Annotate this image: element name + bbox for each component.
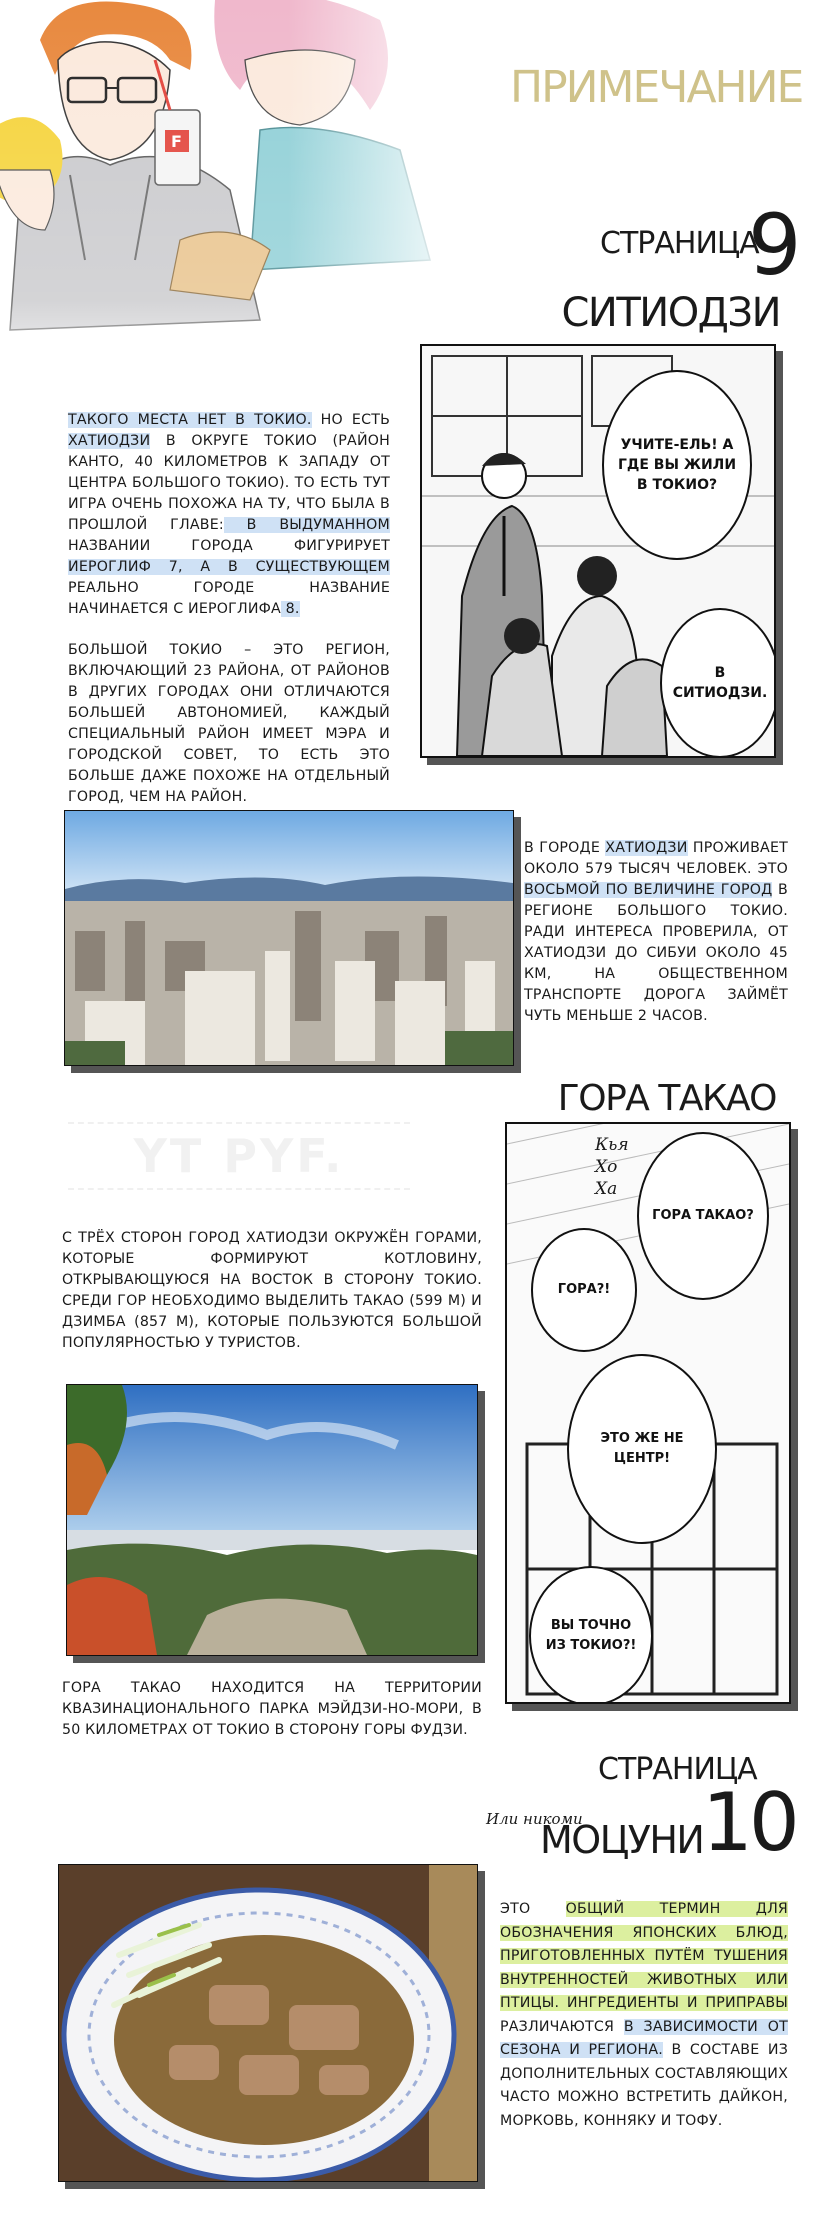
- highlighted-text: ИЕРОГЛИФ 7, А В СУЩЕСТВУЮЩЕМ: [68, 559, 390, 575]
- sound-effect: Кья Хо Ха: [595, 1135, 629, 1199]
- highlighted-text: ОБЩИЙ ТЕРМИН ДЛЯ ОБОЗНАЧЕНИЯ ЯПОНСКИХ БЛЮД, ПРИГОТОВЛЕННЫХ ПУТЁМ ТУШЕНИЯ ВНУТРЕННОСТЕЙ ЖИВОТНЫХ ИЛИ ПТИЦЫ. ИНГРЕДИЕНТЫ И ПРИПРАВЫ: [500, 1901, 788, 2011]
- text-run: ЭТО: [500, 1901, 566, 1917]
- manga-panel-sitiodzi: [420, 344, 776, 758]
- header-illustration: [0, 0, 480, 400]
- hachioji-city-photo: [64, 810, 514, 1066]
- manga-panel-takao: [505, 1122, 791, 1704]
- sitiodzi-paragraph-3: [524, 838, 788, 1027]
- text-run: РАЗЛИЧАЮТСЯ: [500, 2018, 624, 2035]
- highlighted-text: ТАКОГО МЕСТА НЕТ В ТОКИО.: [68, 412, 312, 428]
- page-10-number: 10: [702, 1776, 796, 1869]
- text-run: В РЕГИОНЕ БОЛЬШОГО ТОКИО. РАДИ ИНТЕРЕСА ПРОВЕРИЛА, ОТ ХАТИОДЗИ ДО СИБУИ ОКОЛО 45 КМ, НА ОБЩЕСТВЕННОМ ТРАНСПОРТЕ ДОРОГА ЗАЙМЁТ ЧУТЬ МЕНЬШЕ 2 ЧАСОВ.: [524, 882, 788, 1024]
- page-10-label: СТРАНИЦА: [598, 1752, 757, 1787]
- text-run: В СОСТАВЕ ИЗ ДОПОЛНИТЕЛЬНЫХ СОСТАВЛЯЮЩИХ ЧАСТО МОЖНО ВСТРЕТИТЬ ДАЙКОН, МОРКОВЬ, КОННЯКУ И ТОФУ.: [500, 2042, 788, 2129]
- takao-paragraph-1: С ТРЁХ СТОРОН ГОРОД ХАТИОДЗИ ОКРУЖЁН ГОРАМИ, КОТОРЫЕ ФОРМИРУЮТ КОТЛОВИНУ, ОТКРЫВАЮЩУЮСЯ НА ВОСТОК В СТОРОНУ ТОКИО. СРЕДИ ГОР НЕОБХОДИМО ВЫДЕЛИТЬ ТАКАО (599 М) И ДЗИМБА (857 М), КОТОРЫЕ ПОЛЬЗУЮТСЯ БОЛЬШОЙ ПОПУЛЯРНОСТЬЮ У ТУРИСТОВ.: [62, 1230, 482, 1351]
- page-title: ПРИМЕЧАНИЕ: [510, 62, 803, 113]
- speech-bubble: ЭТО ЖЕ НЕ ЦЕНТР!: [567, 1354, 717, 1544]
- text-run: РЕАЛЬНО ГОРОДЕ НАЗВАНИЕ НАЧИНАЕТСЯ С ИЕРОГЛИФА: [68, 580, 390, 617]
- text-run: НО ЕСТЬ: [311, 412, 390, 428]
- text-run: В ГОРОДЕ: [524, 840, 606, 856]
- highlighted-text: 8.: [280, 601, 300, 617]
- watermark: YT PYF.: [68, 1116, 410, 1196]
- speech-bubble: УЧИТЕ-ЕЛЬ! А ГДЕ ВЫ ЖИЛИ В ТОКИО?: [602, 370, 752, 560]
- motsuni-paragraph: [500, 1898, 788, 2133]
- speech-bubble: ВЫ ТОЧНО ИЗ ТОКИО?!: [529, 1566, 653, 1704]
- highlighted-text: ВОСЬМОЙ ПО ВЕЛИЧИНЕ ГОРОД: [524, 882, 773, 898]
- section-heading-motsuni: МОЦУНИ: [540, 1818, 704, 1862]
- speech-bubble: ГОРА ТАКАО?: [637, 1132, 769, 1300]
- text-run: ПРОЖИВАЕТ ОКОЛО 579 ТЫСЯЧ ЧЕЛОВЕК. ЭТО: [524, 840, 788, 877]
- highlighted-text: В ВЫДУМАННОМ: [223, 517, 390, 533]
- sitiodzi-paragraph-1: [68, 410, 390, 620]
- takao-paragraph-2: ГОРА ТАКАО НАХОДИТСЯ НА ТЕРРИТОРИИ КВАЗИНАЦИОНАЛЬНОГО ПАРКА МЭЙДЗИ-НО-МОРИ, В 50 КИЛОМЕТРАХ ОТ ТОКИО В СТОРОНУ ГОРЫ ФУДЗИ.: [62, 1680, 482, 1738]
- motsuni-photo: [58, 1864, 478, 2182]
- highlighted-text: ХАТИОДЗИ: [605, 840, 688, 856]
- highlighted-text: ХАТИОДЗИ: [68, 433, 151, 449]
- highlighted-text: В ЗАВИСИМОСТИ ОТ СЕЗОНА И РЕГИОНА.: [500, 2018, 789, 2058]
- page-9-heading: [600, 196, 801, 300]
- section-heading-sitiodzi: СИТИОДЗИ: [561, 290, 780, 336]
- page-10-subtitle: Или никоми: [486, 1810, 583, 1828]
- section-heading-takao: ГОРА ТАКАО: [557, 1078, 776, 1119]
- page-number: 9: [748, 196, 801, 294]
- text-run: В ОКРУГЕ ТОКИО (РАЙОН КАНТО, 40 КИЛОМЕТРОВ К ЗАПАДУ ОТ ЦЕНТРА БОЛЬШОГО ТОКИО). ТО ЕСТЬ ТУТ ИГРА ОЧЕНЬ ПОХОЖА НА ТУ, ЧТО БЫЛА В ПРОШЛОЙ ГЛАВЕ:: [68, 433, 390, 533]
- mount-takao-photo: [66, 1384, 478, 1656]
- page-label: СТРАНИЦА: [600, 226, 759, 261]
- text-run: НАЗВАНИИ ГОРОДА ФИГУРИРУЕТ: [68, 538, 390, 554]
- sitiodzi-paragraph-2: БОЛЬШОЙ ТОКИО – ЭТО РЕГИОН, ВКЛЮЧАЮЩИЙ 23 РАЙОНА, ОТ РАЙОНОВ В ДРУГИХ ГОРОДАХ ОНИ ОТЛИЧАЮТСЯ БОЛЬШЕЙ АВТОНОМИЕЙ, КАЖДЫЙ СПЕЦИАЛЬНЫЙ РАЙОН ИМЕЕТ МЭРА И ГОРОДСКОЙ СОВЕТ, ТО ЕСТЬ ЭТО БОЛЬШЕ ДАЖЕ ПОХОЖЕ НА ОТДЕЛЬНЫЙ ГОРОД, ЧЕМ НА РАЙОН.: [68, 642, 390, 805]
- speech-bubble: В СИТИОДЗИ.: [660, 608, 776, 758]
- speech-bubble: ГОРА?!: [531, 1228, 637, 1352]
